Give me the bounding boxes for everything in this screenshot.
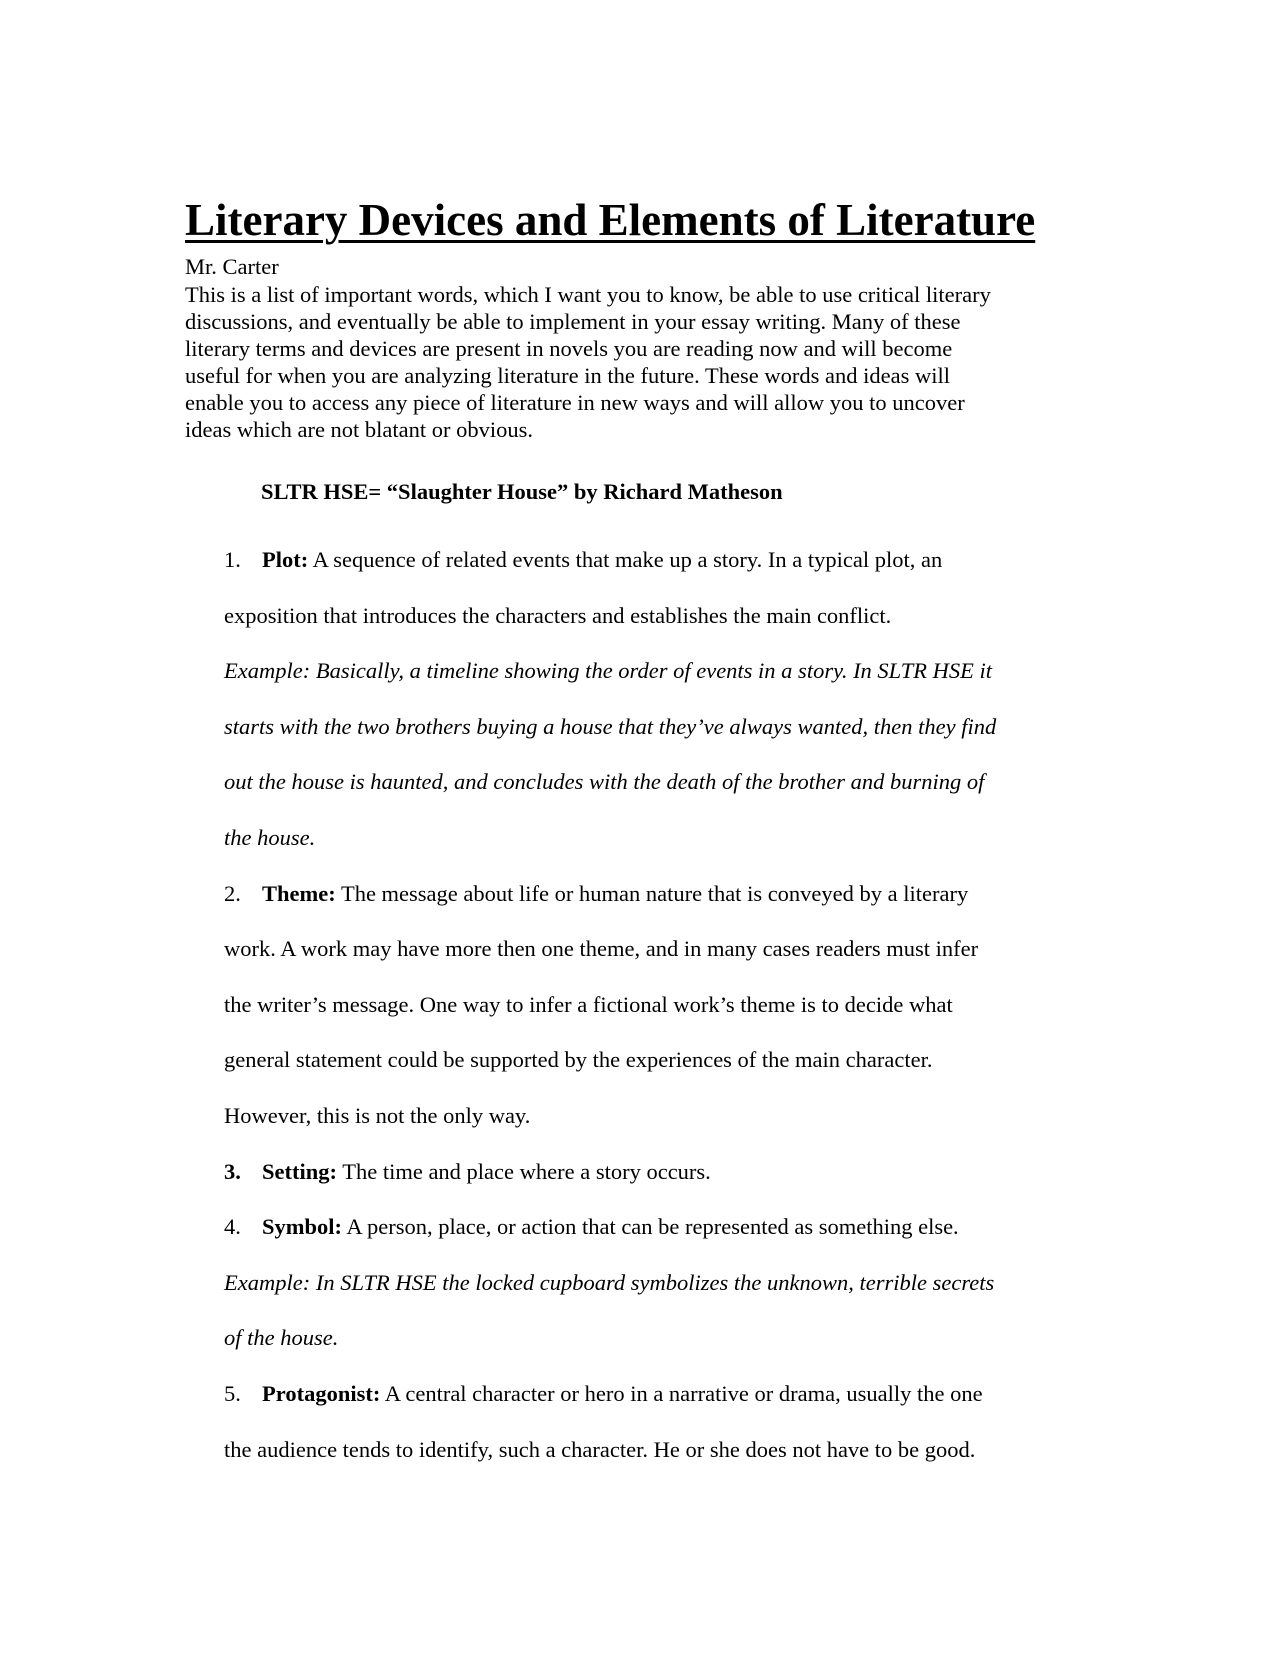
story-abbreviation-heading: SLTR HSE= “Slaughter House” by Richard Matheson	[261, 479, 783, 504]
item-definition: The message about life or human nature that is conveyed by a literary	[340, 880, 969, 906]
item-example-line: of the house.	[224, 1325, 339, 1351]
item-number: 4.	[224, 1214, 241, 1240]
item-number: 2.	[224, 880, 241, 906]
list-item-protagonist	[224, 1366, 1104, 1477]
intro-line: ideas which are not blatant or obvious.	[185, 417, 534, 442]
item-line: However, this is not the only way.	[224, 1102, 531, 1128]
item-example-line: starts with the two brothers buying a house that they’ve always wanted, then they find	[224, 713, 997, 739]
literary-terms-list	[224, 532, 1104, 1477]
item-line: work. A work may have more then one theme, and in many cases readers must infer	[224, 936, 979, 962]
intro-line: enable you to access any piece of literature in new ways and will allow you to uncover	[185, 390, 965, 415]
item-first-line	[224, 532, 1104, 588]
item-term: Protagonist:	[262, 1380, 381, 1406]
item-term: Theme:	[262, 880, 336, 906]
item-example-line: the house.	[224, 824, 316, 850]
item-first-line	[224, 1199, 1104, 1255]
item-term: Symbol:	[262, 1214, 343, 1240]
intro-line: discussions, and eventually be able to implement in your essay writing. Many of these	[185, 309, 961, 334]
item-definition: A sequence of related events that make up a story. In a typical plot, an	[312, 547, 943, 572]
author-name: Mr. Carter	[185, 254, 279, 279]
item-term: Setting:	[262, 1158, 337, 1184]
document-title: Literary Devices and Elements of Literature	[185, 195, 1036, 245]
item-first-line	[224, 1144, 1104, 1200]
item-example-line: Example: Basically, a timeline showing the order of events in a story. In SLTR HSE it	[224, 658, 992, 684]
item-number: 5.	[224, 1380, 241, 1406]
item-line: the audience tends to identify, such a character. He or she does not have to be good.	[224, 1436, 976, 1462]
item-first-line	[224, 1366, 1104, 1422]
item-definition: A person, place, or action that can be represented as something else.	[346, 1214, 959, 1240]
item-number: 3.	[224, 1158, 241, 1184]
list-item-plot	[224, 532, 1104, 866]
intro-line: literary terms and devices are present in novels you are reading now and will become	[185, 336, 953, 361]
intro-paragraph	[185, 281, 1105, 443]
item-line: exposition that introduces the characters and establishes the main conflict.	[224, 602, 892, 628]
item-example-line: out the house is haunted, and concludes with the death of the brother and burning of	[224, 769, 985, 795]
item-first-line	[224, 866, 1104, 922]
item-number: 1.	[224, 547, 241, 572]
item-definition: The time and place where a story occurs.	[342, 1158, 711, 1184]
intro-line: useful for when you are analyzing literature in the future. These words and ideas will	[185, 363, 950, 388]
list-item-symbol	[224, 1199, 1104, 1366]
list-item-theme	[224, 866, 1104, 1144]
item-line: general statement could be supported by the experiences of the main character.	[224, 1047, 933, 1073]
intro-line: This is a list of important words, which I want you to know, be able to use critical literary	[185, 282, 991, 307]
item-term: Plot:	[262, 547, 309, 572]
item-example-line: Example: In SLTR HSE the locked cupboard symbolizes the unknown, terrible secrets	[224, 1269, 995, 1295]
item-line: the writer’s message. One way to infer a fictional work’s theme is to decide what	[224, 991, 953, 1017]
list-item-setting	[224, 1144, 1104, 1200]
item-definition: A central character or hero in a narrative or drama, usually the one	[384, 1380, 983, 1406]
